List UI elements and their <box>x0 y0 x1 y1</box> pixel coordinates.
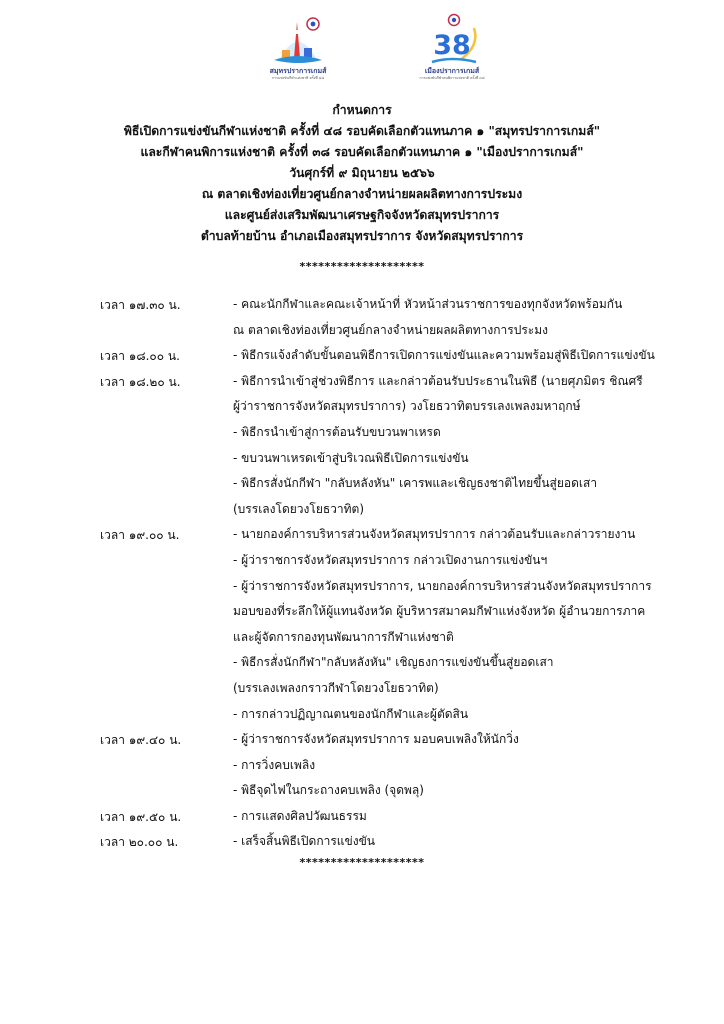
slot-item: - นายกองค์การบริหารส่วนจังหวัดสมุทรปราการ กล่าวต้อนรับและกล่าวรายงาน <box>233 527 636 542</box>
document-header <box>0 100 724 247</box>
slot-item: - การวิ่งคบเพลิง <box>233 757 316 772</box>
slot-time: เวลา ๑๘.๐๐ น. <box>100 349 180 364</box>
slot-item: - พิธีกรสั่งนักกีฬา"กลับหลังหัน" เชิญธงการแข่งขันขึ้นสู่ยอดเสา <box>233 655 554 670</box>
slot-item: และผู้จัดการกองทุนพัฒนาการกีฬาแห่งชาติ <box>233 629 454 644</box>
slot-time: เวลา ๑๗.๓๐ น. <box>100 298 181 312</box>
slot-item: ณ ตลาดเชิงท่องเที่ยวศูนย์กลางจำหน่ายผลผลิตทางการประมง <box>233 322 549 337</box>
document-title: กำหนดการ <box>332 103 392 117</box>
mueang-prakan-games-emblem <box>420 12 484 66</box>
slot-item: - พิธีการนำเข้าสู่ช่วงพิธีการ และกล่าวต้อนรับประธานในพิธี (นายศุภมิตร ชิณศรี <box>233 373 643 388</box>
slot-item: - การกล่าวปฏิญาณตนของนักกีฬาและผู้ตัดสิน <box>233 706 469 721</box>
slot-item: - ขบวนพาเหรดเข้าสู่บริเวณพิธีเปิดการแข่งขัน <box>233 450 469 465</box>
slot-time: เวลา ๑๙.๔๐ น. <box>100 733 182 748</box>
top-separator: ******************** <box>299 260 425 273</box>
slot-item: - พิธีกรสั่งนักกีฬา "กลับหลังหัน" เคารพและเชิญธงชาติไทยขึ้นสู่ยอดเสา <box>233 476 598 491</box>
slot-item: - เสร็จสิ้นพิธีเปิดการแข่งขัน <box>233 834 375 849</box>
bottom-separator: ******************** <box>299 856 425 869</box>
schedule-slot <box>100 292 680 343</box>
schedule-slot <box>100 804 680 830</box>
venue-line-3: ตำบลท้ายบ้าน อำเภอเมืองสมุทรปราการ จังหวัดสมุทรปราการ <box>200 229 524 243</box>
schedule-slot <box>100 369 680 523</box>
slot-item: - ผู้ว่าราชการจังหวัดสมุทรปราการ กล่าวเปิดงานการแข่งขันฯ <box>233 552 548 567</box>
schedule-slot <box>100 522 680 727</box>
slot-item: (บรรเลงเพลงกราวกีฬาโดยวงโยธวาทิต) <box>233 680 439 695</box>
samutprakan-games-emblem <box>266 12 330 66</box>
slot-item: (บรรเลงโดยวงโยธวาทิต) <box>233 501 365 516</box>
slot-time: เวลา ๑๙.๕๐ น. <box>100 809 182 824</box>
schedule <box>100 292 680 855</box>
venue-line-1: ณ ตลาดเชิงท่องเที่ยวศูนย์กลางจำหน่ายผลผลิตทางการประมง <box>201 187 523 201</box>
slot-item: - ผู้ว่าราชการจังหวัดสมุทรปราการ มอบคบเพลิงให้นักวิ่ง <box>233 732 519 747</box>
mueang-prakan-games-label: เมืองปราการเกมส์ <box>424 67 480 75</box>
venue-line-2: และศูนย์ส่งเสริมพัฒนาเศรษฐกิจจังหวัดสมุทรปราการ <box>224 208 500 222</box>
ceremony-line-1: พิธีเปิดการแข่งขันกีฬาแห่งชาติ ครั้งที่ ๔๘ รอบคัดเลือกตัวแทนภาค ๑ "สมุทรปราการเกมส์" <box>123 124 601 138</box>
mueang-prakan-games-subtitle: การแข่งขันกีฬาคนพิการแห่งชาติ ครั้งที่ ๓๘ <box>419 76 485 80</box>
slot-time: เวลา ๑๘.๒๐ น. <box>100 374 181 389</box>
slot-item: - ผู้ว่าราชการจังหวัดสมุทรปราการ, นายกองค์การบริหารส่วนจังหวัดสมุทรปราการ <box>233 578 652 593</box>
slot-item: มอบของที่ระลึกให้ผู้แทนจังหวัด ผู้บริหารสมาคมกีฬาแห่งจังหวัด ผู้อำนวยการภาค <box>233 604 646 619</box>
slot-time: เวลา ๒๐.๐๐ น. <box>100 835 179 850</box>
event-date: วันศุกร์ที่ ๙ มิถุนายน ๒๕๖๖ <box>289 166 435 180</box>
logos <box>0 12 724 94</box>
schedule-slot <box>100 727 680 804</box>
slot-item: - คณะนักกีฬาและคณะเจ้าหน้าที่ หัวหน้าส่วนราชการของทุกจังหวัดพร้อมกัน <box>233 297 623 311</box>
samutprakan-games-subtitle: การแข่งขันกีฬาแห่งชาติ ครั้งที่ ๔๘ <box>271 76 325 80</box>
slot-item: - การแสดงศิลปวัฒนธรรม <box>233 808 367 823</box>
schedule-slot <box>100 829 680 855</box>
slot-item: ผู้ว่าราชการจังหวัดสมุทรปราการ) วงโยธวาทิตบรรเลงเพลงมหาฤกษ์ <box>233 399 581 414</box>
slot-item: - พิธีกรแจ้งลำดับขั้นตอนพิธีการเปิดการแข่งขันและความพร้อมสู่พิธีเปิดการแข่งขัน <box>233 348 655 363</box>
schedule-slot <box>100 343 680 369</box>
slot-item: - พิธีจุดไฟในกระถางคบเพลิง (จุดพลุ) <box>233 783 424 798</box>
slot-item: - พิธีกรนำเข้าสู่การต้อนรับขบวนพาเหรด <box>233 424 441 439</box>
samutprakan-games-logo <box>262 12 334 80</box>
mueang-prakan-games-logo <box>416 12 488 80</box>
emblem-numeral: 38 <box>433 30 471 61</box>
ceremony-line-2: และกีฬาคนพิการแห่งชาติ ครั้งที่ ๓๘ รอบคัดเลือกตัวแทนภาค ๑ "เมืองปราการเกมส์" <box>140 145 584 159</box>
samutprakan-games-label: สมุทรปราการเกมส์ <box>269 67 327 75</box>
slot-time: เวลา ๑๙.๐๐ น. <box>100 528 180 543</box>
